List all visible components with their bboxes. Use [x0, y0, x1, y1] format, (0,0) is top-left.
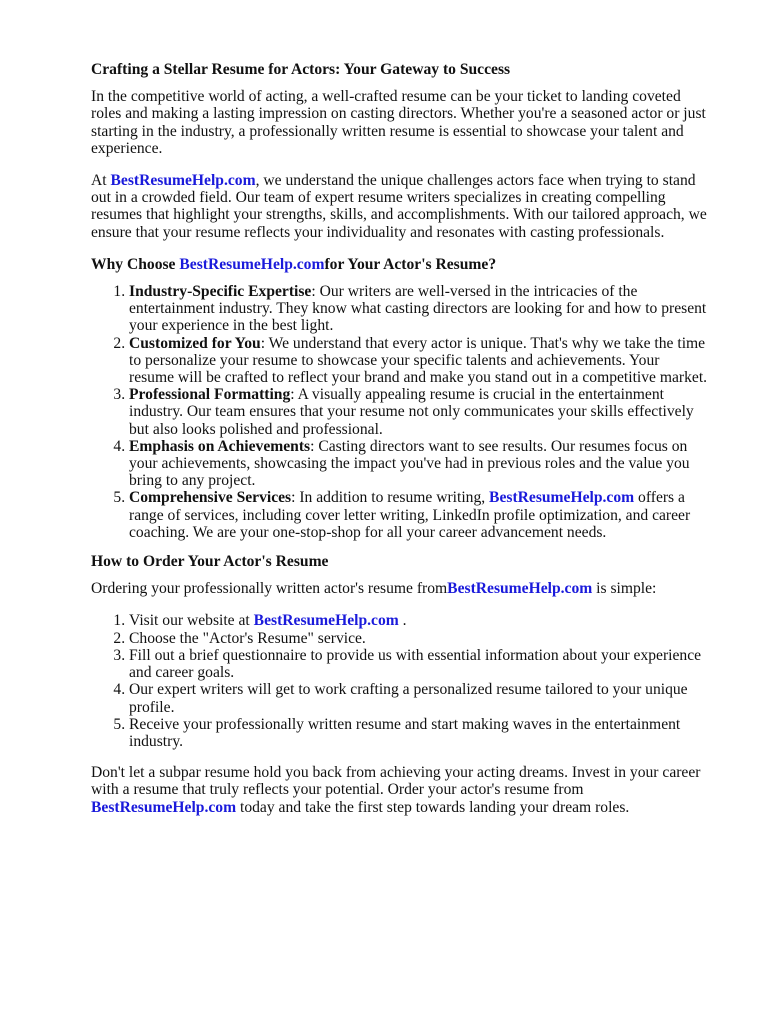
order-intro-prefix: Ordering your professionally written actor's resume from [91, 580, 448, 598]
about-paragraph [91, 172, 708, 241]
order-intro-suffix: is simple: [592, 580, 657, 598]
why-item-services [129, 489, 708, 541]
intro-paragraph: In the competitive world of acting, a well-crafted resume can be your ticket to landing coveted roles and making a lasting impression on casting directors. Whether you're a seasoned actor or just starting in the industry, a professionally written resume is essential to showcase your talent and experience. [91, 88, 706, 157]
why-item-achievements [129, 438, 708, 490]
why-item-expertise [129, 283, 708, 335]
order-intro [91, 580, 708, 597]
why-heading [91, 256, 708, 273]
why-item-text: : Our writers are well-versed in the intricacies of the entertainment industry. They know what casting directors are looking for and how to present your experience in the best light. [129, 283, 707, 335]
order-step-link[interactable]: BestResumeHelp.com [253, 612, 399, 630]
order-step-suffix: . [398, 612, 407, 630]
order-step: 3. Fill out a brief questionnaire to provide us with essential information about your experience and career goals. [129, 647, 708, 681]
order-step: 2. Choose the "Actor's Resume" service. [129, 630, 708, 647]
why-heading-suffix: for Your Actor's Resume? [324, 255, 497, 273]
why-item-link[interactable]: BestResumeHelp.com [489, 489, 635, 507]
about-link[interactable]: BestResumeHelp.com [110, 172, 256, 190]
order-intro-link[interactable]: BestResumeHelp.com [447, 580, 593, 598]
closing-paragraph [91, 764, 708, 816]
page-title: Crafting a Stellar Resume for Actors: Your Gateway to Success [91, 61, 511, 78]
why-item-term: Industry-Specific Expertise [129, 283, 312, 301]
order-step: 5. Receive your professionally written resume and start making waves in the entertainment industry. [129, 716, 708, 750]
why-item-text-after: offers a range of services, including cover letter writing, LinkedIn profile optimization, and career coaching. We are your one-stop-shop for all your career advancement needs. [129, 489, 691, 541]
about-prefix: At [91, 172, 111, 190]
why-heading-prefix: Why Choose [91, 255, 180, 273]
why-item-text: : A visually appealing resume is crucial in the entertainment industry. Our team ensures that your resume not only communicates your skills effectively but also looks polished and professional. [129, 386, 694, 438]
why-item-text: : We understand that every actor is unique. That's why we take the time to personalize your resume to showcase your specific talents and achievements. Your resume will be crafted to reflect your brand and make you stand out in a competitive market. [129, 334, 708, 387]
why-item-term: Professional Formatting [129, 386, 291, 404]
why-item-text: : Casting directors want to see results. Our resumes focus on your achievements, showcasing the impact you've had in previous roles and the value you bring to any project. [129, 437, 690, 490]
why-item-term: Comprehensive Services [129, 489, 292, 507]
why-item-text: : In addition to resume writing, [291, 489, 490, 507]
order-steps-list [91, 612, 708, 750]
why-item-customized [129, 335, 708, 387]
closing-suffix: today and take the first step towards landing your dream roles. [236, 798, 630, 816]
why-heading-link[interactable]: BestResumeHelp.com [179, 255, 325, 273]
why-item-term: Customized for You [129, 334, 261, 352]
order-heading: How to Order Your Actor's Resume [91, 553, 329, 571]
why-item-term: Emphasis on Achievements [129, 437, 311, 455]
closing-text: Don't let a subpar resume hold you back from achieving your acting dreams. Invest in your career with a resume that truly reflects your potential. Order your actor's resume from [91, 764, 701, 799]
why-item-formatting [129, 386, 708, 438]
order-step [129, 612, 708, 629]
order-step-prefix: Visit our website at [129, 612, 254, 630]
why-list [91, 283, 708, 541]
closing-link[interactable]: BestResumeHelp.com [91, 798, 237, 816]
order-step: 4. Our expert writers will get to work crafting a personalized resume tailored to your unique profile. [129, 681, 708, 715]
about-text: , we understand the unique challenges actors face when trying to stand out in a crowded field. Our team of expert resume writers specializes in creating compelling resumes that highlight your strengths, skills, and accomplishments. With our tailored approach, we ensure that your resume reflects your individuality and resonates with casting professionals. [91, 172, 707, 241]
